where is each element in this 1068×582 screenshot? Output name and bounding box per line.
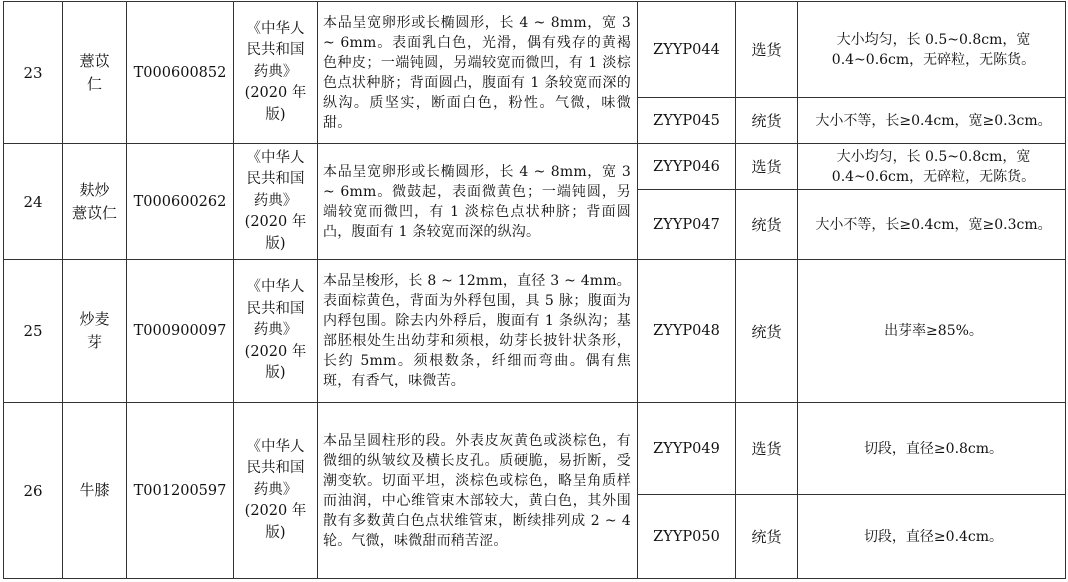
row-number-cell [4,260,63,403]
sample-id: ZYYP047 [653,216,720,233]
herb-code-cell [127,2,234,144]
grade: 统货 [751,216,782,234]
sample-id: ZYYP046 [653,158,720,175]
description-text: 本品呈梭形，长 8 ~ 12mm，直径 3 ~ 4mm。表面棕黄色，背面为外稃包围，具 5 脉；腹面为内稃包围。除去内外稃后，腹面有 1 条纵沟；基部胚根处生出幼芽和须根，幼芽长披针状条形，长约 5mm。须根数条，纤细而弯曲。偶有焦斑，有香气，味微苦。 [323,273,631,389]
herb-code: T001200597 [133,482,227,499]
description-text: 本品呈宽卵形或长椭圆形，长 4 ~ 8mm，宽 3 ~ 6mm。表面乳白色，光滑，偶有残存的黄褐色种皮；一端钝圆，另端较宽而微凹，有 1 淡棕色点状种脐；背面圆凸，腹面有 1 条较宽而深的纵沟。质坚实，断面白色，粉性。气微，味微甜。 [323,14,631,131]
sample-id: ZYYP044 [653,41,720,58]
sample-id-cell [638,2,736,98]
description-text: 本品呈圆柱形的段。外表皮灰黄色或淡棕色，有微细的纵皱纹及横长皮孔。质硬脆，易折断，受潮变软。切面平坦，淡棕色或棕色，略呈角质样而油润，中心维管束木部较大，黄白色，其外围散有多数黄白色点状维管束，断续排列成 2 ~ 4 轮。气微，味微甜而稍苦涩。 [323,432,631,549]
sample-id-cell [638,403,736,495]
description-cell [318,144,638,260]
sample-id-cell [638,260,736,403]
row-number: 25 [23,322,43,340]
grade: 统货 [751,528,782,546]
sample-id-cell [638,190,736,260]
standard-text: 《中华人 民共和国 药典》 (2020 年 版) [244,20,307,123]
herb-name: 炒麦 芽 [79,310,110,351]
herb-name-cell [63,144,127,260]
requirement-text: 大小不等，长≥0.4cm，宽≥0.3cm。 [815,216,1052,233]
standard-cell [234,260,318,403]
sample-id: ZYYP049 [653,440,720,457]
grade-cell [736,98,798,144]
requirement-text: 大小不等，长≥0.4cm，宽≥0.3cm。 [815,112,1052,129]
herb-code-cell [127,403,234,579]
requirement-text: 切段，直径≥0.4cm。 [863,528,1004,545]
row-number: 24 [23,192,43,211]
requirement-cell [798,495,1066,579]
herb-spec-table [3,1,1066,579]
sample-id-cell [638,144,736,190]
table-row [4,144,1066,190]
description-text: 本品呈宽卵形或长椭圆形，长 4 ~ 8mm，宽 3 ~ 6mm。微鼓起，表面微黄色；一端钝圆，另端较宽而微凹，有 1 淡棕色点状种脐；背面圆凸，腹面有 1 条较宽而深的纵沟。 [323,163,631,240]
description-cell [318,260,638,403]
herb-code-cell [127,260,234,403]
row-number-cell [4,144,63,260]
herb-name: 牛膝 [79,481,110,499]
table-row [4,403,1066,495]
grade: 选货 [751,41,782,59]
description-cell [318,2,638,144]
description-cell [318,403,638,579]
requirement-text: 出芽率≥85%。 [884,323,983,339]
table-body [4,2,1066,579]
sample-id-cell [638,495,736,579]
herb-code: T000600262 [133,193,227,210]
table-row [4,2,1066,98]
grade: 选货 [751,440,782,458]
row-number: 23 [23,63,43,82]
sample-id: ZYYP048 [653,323,720,339]
grade-cell [736,2,798,98]
sample-id-cell [638,98,736,144]
requirement-cell [798,2,1066,98]
standard-cell [234,403,318,579]
grade: 统货 [751,112,782,130]
standard-text: 《中华人 民共和国 药典》 (2020 年 版) [244,279,307,382]
row-number: 26 [23,481,43,500]
table-row [4,260,1066,403]
standard-cell [234,2,318,144]
grade-cell [736,190,798,260]
requirement-cell [798,260,1066,403]
standard-text: 《中华人 民共和国 药典》 (2020 年 版) [244,438,307,541]
requirement-cell [798,403,1066,495]
grade-cell [736,495,798,579]
grade-cell [736,144,798,190]
herb-code: T000900097 [133,323,227,339]
sample-id: ZYYP045 [653,112,720,129]
requirement-cell [798,190,1066,260]
requirement-cell [798,144,1066,190]
herb-code-cell [127,144,234,260]
grade-cell [736,260,798,403]
herb-name: 麸炒 薏苡仁 [71,180,117,222]
herb-name: 薏苡 仁 [79,51,110,93]
herb-name-cell [63,403,127,579]
requirement-cell [798,98,1066,144]
row-number-cell [4,2,63,144]
herb-name-cell [63,2,127,144]
grade-cell [736,403,798,495]
row-number-cell [4,403,63,579]
standard-cell [234,144,318,260]
herb-code: T000600852 [133,64,227,81]
requirement-text: 大小均匀，长 0.5~0.8cm，宽 0.4~0.6cm，无碎粒，无陈货。 [831,31,1036,68]
grade: 选货 [751,158,782,176]
standard-text: 《中华人 民共和国 药典》 (2020 年 版) [244,149,307,252]
requirement-text: 大小均匀，长 0.5~0.8cm，宽 0.4~0.6cm，无碎粒，无陈货。 [831,148,1036,185]
sample-id: ZYYP050 [653,528,720,545]
herb-name-cell [63,260,127,403]
requirement-text: 切段，直径≥0.8cm。 [863,440,1004,457]
grade: 统货 [751,322,782,341]
